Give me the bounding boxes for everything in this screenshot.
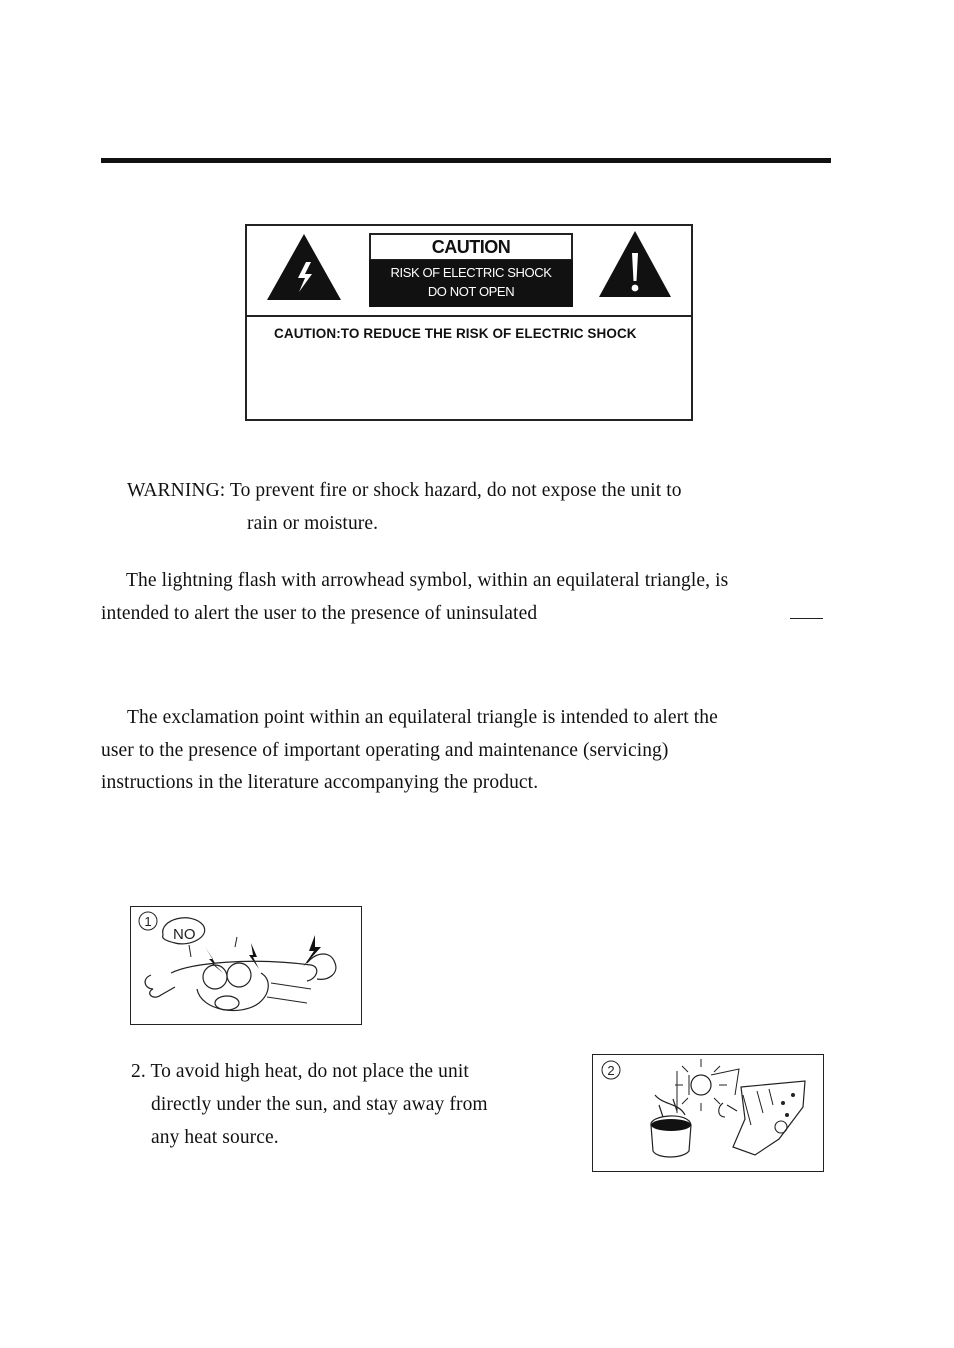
warning-line-1: WARNING: To prevent fire or shock hazard, do not expose the unit to <box>127 480 682 501</box>
exclamation-triangle-icon <box>597 229 673 299</box>
lightning-paragraph-line-1: The lightning flash with arrowhead symbol, within an equilateral triangle, is <box>126 570 729 591</box>
exclamation-paragraph-line-1: The exclamation point within an equilateral triangle is intended to alert the <box>127 707 718 728</box>
caution-label-box <box>245 224 693 421</box>
item-2-line-2: directly under the sun, and stay away from <box>151 1094 488 1115</box>
exclamation-paragraph-line-3: instructions in the literature accompanying the product. <box>101 772 539 793</box>
item-2-line-1: 2. To avoid high heat, do not place the unit <box>131 1061 469 1082</box>
dash-mark <box>790 618 823 619</box>
item-2-line-3: any heat source. <box>151 1127 279 1148</box>
caution-line-2: DO NOT OPEN <box>427 284 515 299</box>
figure-1-callout: NO <box>173 926 196 943</box>
sun-icon <box>691 1075 711 1095</box>
header-rule <box>101 158 831 163</box>
caution-reduce-risk-text: CAUTION:TO REDUCE THE RISK OF ELECTRIC SHOCK <box>274 326 637 341</box>
figure-2-illustration <box>593 1055 822 1170</box>
figure-1-number: 1 <box>144 914 152 929</box>
figure-2-box <box>592 1054 824 1172</box>
exclamation-paragraph-line-2: user to the presence of important operating and maintenance (servicing) <box>101 740 669 761</box>
figure-1-illustration <box>131 907 360 1023</box>
caution-label <box>369 233 573 307</box>
caution-title: CAUTION <box>369 233 573 261</box>
caution-line-1: RISK OF ELECTRIC SHOCK <box>390 265 552 280</box>
caution-warning-panel <box>369 260 573 307</box>
figure-2-number: 2 <box>607 1063 615 1078</box>
warning-line-2: rain or moisture. <box>247 513 379 534</box>
caution-divider <box>247 315 691 317</box>
figure-1-box <box>130 906 362 1025</box>
lightning-paragraph-line-2: intended to alert the user to the presence of uninsulated <box>101 603 538 624</box>
lightning-triangle-icon <box>265 232 343 302</box>
